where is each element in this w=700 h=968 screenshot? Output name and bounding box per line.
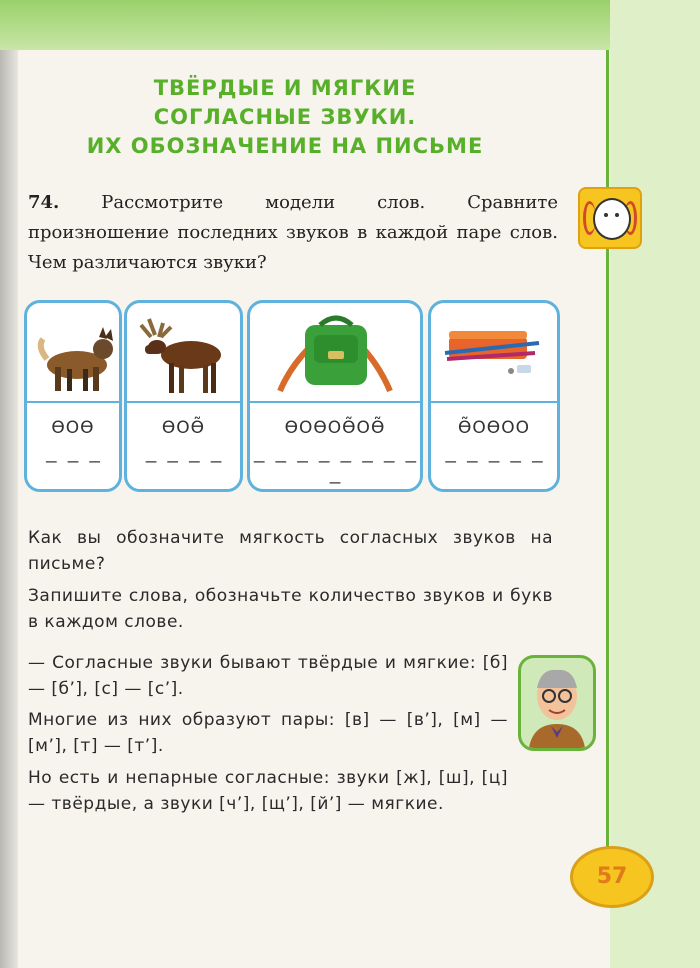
sound-scheme: Ѳ̃ОѲОО [458,418,530,438]
title-line-1: ТВЁРДЫЕ И МЯГКИЕ [153,76,417,100]
exercise-task: Рассмотрите модели слов. Сравните произношение последних звуков в каждой паре слов. Чем различаются звуки? [28,192,558,273]
title-line-2: СОГЛАСНЫЕ ЗВУКИ. [153,105,417,129]
observe-face-icon [578,187,642,249]
top-decoration-band [0,0,700,50]
rule-paragraph-1: — Согласные звуки бывают твёрдые и мягкие: [б] — [б’], [с] — [с’]. [28,653,508,699]
sound-scheme: ѲОѲОѲ̃ОѲ̃ [284,418,386,438]
letter-lines: — — — — — — — — — [253,451,417,493]
title-line-3: ИХ ОБОЗНАЧЕНИЕ НА ПИСЬМЕ [86,134,484,158]
sound-scheme: ѲОѲ [51,418,95,438]
word-card-dog [24,300,122,492]
letter-lines: — — — [45,451,101,472]
letter-lines: — — — — — [445,451,543,472]
dog-picture [27,307,119,399]
page-number: 57 [596,864,628,889]
teacher-icon [518,655,596,751]
right-margin-strip [610,0,700,968]
question-2: Запишите слова, обозначьте количество звуков и букв в каждом слове. [28,586,553,632]
question-1: Как вы обозначите мягкость согласных звуков на письме? [28,528,553,574]
rule-paragraph-3: Но есть и непарные согласные: звуки [ж], [ш], [ц] — твёрдые, а звуки [ч’], [щ’], [й’] — мягкие. [28,768,508,814]
letter-lines: — — — — [145,451,222,472]
word-card-moose [124,300,243,492]
backpack-picture [250,307,420,399]
sound-scheme: ѲОѲ̃ [161,418,206,438]
word-card-pencil-case [428,300,560,492]
pencil-case-picture [431,307,557,399]
exercise-text [28,188,558,278]
moose-picture [127,307,240,399]
word-card-backpack [247,300,423,492]
right-margin-line [606,50,609,870]
page-title [60,74,510,161]
page-edge [0,0,18,968]
rule-paragraph-2: Многие из них образуют пары: [в] — [в’], [м] — [м’], [т] — [т’]. [28,710,508,756]
page-number-badge [570,846,654,908]
exercise-number: 74. [28,192,60,213]
